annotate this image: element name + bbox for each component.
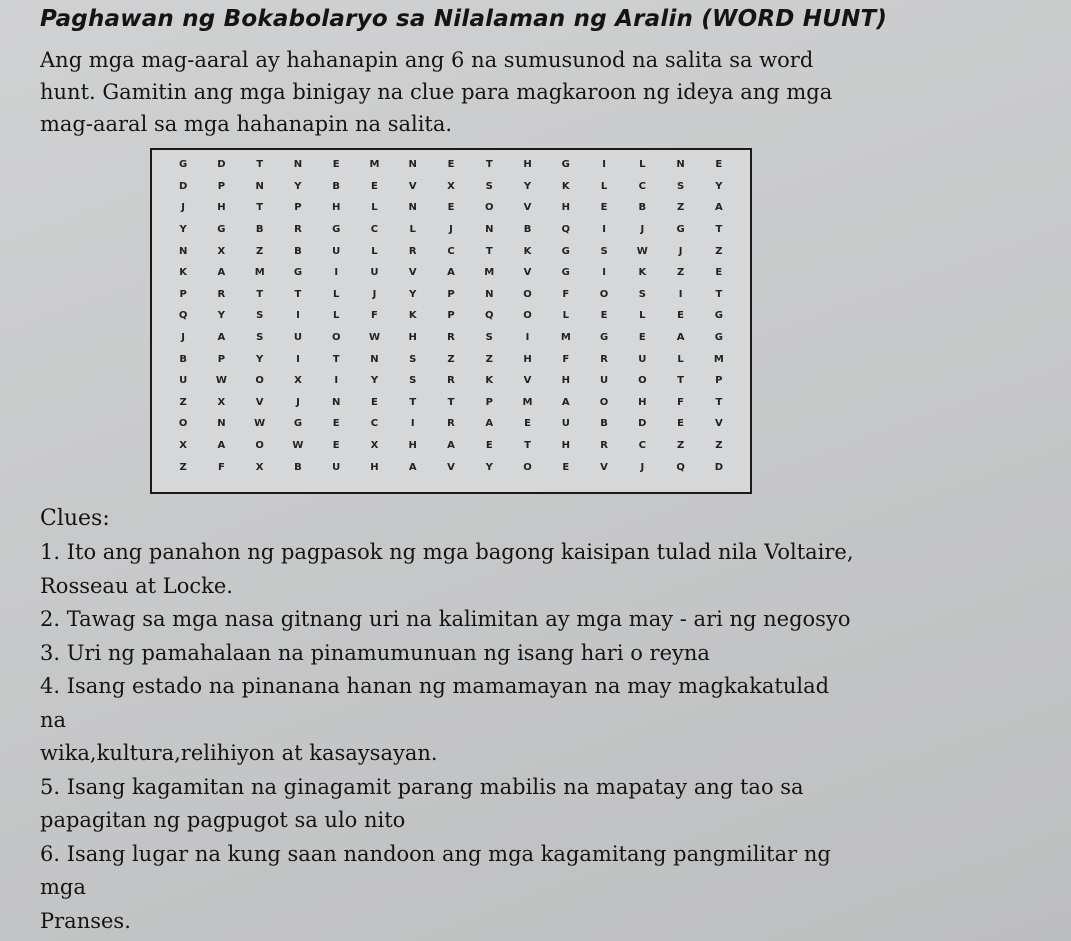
grid-letter-cell[interactable]: B (638, 202, 647, 214)
clue-list (40, 536, 1060, 938)
grid-letter-cell[interactable]: E (638, 332, 646, 344)
grid-letter-cell[interactable]: T (256, 159, 264, 171)
grid-letter-cell[interactable]: H (370, 461, 379, 473)
grid-letter-cell[interactable]: H (332, 202, 341, 214)
grid-letter-cell[interactable]: N (293, 159, 303, 171)
grid-letter-cell[interactable]: Y (256, 353, 264, 365)
grid-letter-cell[interactable]: R (447, 375, 455, 387)
grid-letter-cell[interactable]: I (602, 267, 606, 279)
grid-letter-cell[interactable]: V (255, 396, 264, 408)
grid-letter-cell[interactable]: Z (179, 461, 187, 473)
clue-line: wika,kultura,relihiyon at kasaysayan. (40, 741, 438, 765)
grid-letter-cell[interactable]: M (369, 159, 380, 171)
grid-letter-cell[interactable]: H (638, 396, 647, 408)
grid-letter-cell[interactable]: E (715, 267, 723, 279)
grid-letter-cell[interactable]: R (217, 288, 226, 300)
grid-letter-cell[interactable]: E (600, 202, 608, 214)
grid-letter-cell[interactable]: S (485, 332, 493, 344)
grid-letter-cell[interactable]: G (676, 224, 685, 236)
grid-letter-cell[interactable]: Y (409, 288, 417, 300)
grid-letter-cell[interactable]: A (217, 332, 226, 344)
clues-heading: Clues: (40, 506, 110, 531)
grid-letter-cell[interactable]: P (179, 288, 187, 300)
grid-letter-cell[interactable]: E (677, 418, 684, 430)
grid-letter-cell[interactable]: S (256, 332, 264, 344)
grid-letter-cell[interactable]: M (254, 267, 265, 279)
grid-letter-cell[interactable]: M (560, 332, 571, 344)
grid-letter-cell[interactable]: I (334, 267, 339, 279)
clue-line: Pranses. (40, 908, 131, 933)
grid-letter-cell[interactable]: O (331, 332, 341, 344)
grid-letter-cell[interactable]: A (676, 332, 685, 344)
grid-letter-cell[interactable]: I (296, 353, 300, 365)
grid-letter-cell[interactable]: J (181, 332, 185, 344)
grid-letter-cell[interactable]: X (217, 396, 226, 408)
grid-letter-cell[interactable]: V (408, 180, 417, 192)
grid-letter-cell[interactable]: Y (294, 180, 302, 192)
grid-letter-cell[interactable]: Z (676, 267, 685, 279)
grid-letter-cell[interactable]: V (600, 461, 608, 473)
grid-letter-cell[interactable]: F (562, 353, 570, 365)
grid-letter-cell[interactable]: E (371, 180, 378, 192)
grid-letter-cell[interactable]: Q (485, 310, 494, 322)
grid-letter-cell[interactable]: A (408, 461, 417, 473)
grid-letter-cell[interactable]: O (523, 461, 532, 473)
grid-letter-cell[interactable]: R (447, 332, 455, 344)
grid-letter-cell[interactable]: P (217, 353, 226, 365)
grid-letter-cell[interactable]: E (485, 440, 493, 452)
grid-letter-cell[interactable]: T (485, 159, 493, 171)
grid-letter-cell[interactable]: E (332, 440, 340, 452)
grid-letter-cell[interactable]: N (485, 224, 494, 236)
word-hunt-grid (164, 154, 738, 478)
grid-letter-cell[interactable]: C (370, 418, 379, 430)
instructions-line: Ang mga mag-aaral ay hahanapin ang 6 na sumusunod na salita sa word (40, 48, 814, 72)
grid-letter-cell[interactable]: S (485, 180, 493, 192)
grid-letter-cell[interactable]: U (179, 375, 188, 387)
grid-letter-cell[interactable]: B (179, 353, 187, 365)
grid-letter-cell[interactable]: U (332, 461, 341, 473)
grid-letter-cell[interactable]: H (523, 159, 532, 171)
grid-letter-cell[interactable]: I (602, 159, 606, 171)
grid-letter-cell[interactable]: A (217, 440, 226, 452)
grid-letter-cell[interactable]: L (409, 224, 416, 236)
grid-letter-cell[interactable]: T (715, 288, 723, 300)
grid-letter-cell[interactable]: P (715, 375, 723, 387)
grid-letter-cell[interactable]: J (640, 224, 645, 236)
grid-letter-cell[interactable]: H (408, 332, 417, 344)
grid-letter-cell[interactable]: K (408, 310, 417, 322)
grid-letter-cell[interactable]: W (368, 332, 380, 344)
grid-letter-cell[interactable]: T (715, 396, 723, 408)
grid-letter-cell[interactable]: L (371, 245, 378, 257)
grid-letter-cell[interactable]: T (256, 288, 264, 300)
clue-line: 6. Isang lugar na kung saan nandoon ang mga kagamitang pangmilitar ng (40, 841, 831, 866)
grid-letter-cell[interactable]: C (447, 245, 455, 257)
grid-letter-cell[interactable]: E (371, 396, 378, 408)
grid-letter-cell[interactable]: J (449, 224, 453, 236)
grid-letter-cell[interactable]: G (332, 224, 341, 236)
grid-letter-cell[interactable]: W (254, 418, 266, 430)
grid-letter-cell[interactable]: W (292, 440, 304, 452)
grid-letter-cell[interactable]: G (714, 332, 723, 344)
grid-letter-cell[interactable]: A (485, 418, 494, 430)
grid-letter-cell[interactable]: K (638, 267, 647, 279)
grid-letter-cell[interactable]: L (333, 310, 340, 322)
grid-letter-cell[interactable]: N (408, 159, 417, 171)
grid-letter-cell[interactable]: U (638, 353, 647, 365)
grid-letter-cell[interactable]: O (523, 288, 532, 300)
grid-letter-cell[interactable]: Z (715, 440, 723, 452)
grid-letter-cell[interactable]: S (409, 353, 417, 365)
grid-letter-cell[interactable]: U (599, 375, 609, 387)
grid-letter-cell[interactable]: D (178, 180, 188, 192)
grid-letter-cell[interactable]: Y (523, 180, 532, 192)
grid-letter-cell[interactable]: O (523, 310, 532, 322)
grid-letter-cell[interactable]: J (678, 245, 683, 257)
grid-letter-cell[interactable]: V (523, 375, 532, 387)
grid-letter-cell[interactable]: P (447, 288, 455, 300)
grid-letter-cell[interactable]: E (332, 418, 340, 430)
grid-letter-cell[interactable]: Z (676, 440, 685, 452)
grid-letter-cell[interactable]: I (602, 224, 606, 236)
grid-letter-cell[interactable]: L (562, 310, 569, 322)
instructions-line: hunt. Gamitin ang mga binigay na clue para magkaroon ng ideya ang mga (40, 80, 833, 104)
grid-letter-cell[interactable]: V (408, 267, 417, 279)
grid-letter-cell[interactable]: N (485, 288, 494, 300)
grid-letter-cell[interactable]: L (600, 180, 608, 192)
grid-letter-cell[interactable]: T (294, 288, 302, 300)
grid-letter-cell[interactable]: K (179, 267, 187, 279)
grid-letter-cell[interactable]: E (562, 461, 570, 473)
grid-letter-cell[interactable]: D (638, 418, 647, 430)
grid-letter-cell[interactable]: E (677, 310, 684, 322)
grid-letter-cell[interactable]: B (523, 224, 532, 236)
clue-line: na (40, 707, 67, 732)
grid-letter-cell[interactable]: R (447, 418, 455, 430)
grid-letter-cell[interactable]: M (522, 396, 533, 408)
instructions-line: mag-aaral sa mga hahanapin na salita. (40, 112, 453, 136)
clue-line: 3. Uri ng pamahalaan na pinamumunuan ng isang hari o reyna (40, 640, 710, 665)
grid-letter-cell[interactable]: E (715, 159, 723, 171)
grid-letter-cell[interactable]: H (561, 375, 570, 387)
grid-letter-cell[interactable]: S (409, 375, 417, 387)
grid-letter-cell[interactable]: O (255, 440, 264, 452)
grid-letter-cell[interactable]: T (677, 375, 684, 387)
grid-letter-cell[interactable]: G (179, 159, 188, 171)
grid-letter-cell[interactable]: J (296, 396, 300, 408)
grid-letter-cell[interactable]: P (447, 310, 455, 322)
grid-letter-cell[interactable]: I (296, 310, 300, 322)
grid-letter-cell[interactable]: H (408, 440, 417, 452)
grid-letter-cell[interactable]: C (638, 440, 646, 452)
grid-letter-cell[interactable]: J (640, 461, 645, 473)
grid-letter-cell[interactable]: F (677, 396, 684, 408)
grid-letter-cell[interactable]: Q (178, 310, 188, 322)
grid-letter-cell[interactable]: Y (179, 224, 187, 236)
grid-letter-cell[interactable]: O (178, 418, 188, 430)
grid-letter-cell[interactable]: Y (370, 375, 379, 387)
grid-letter-cell[interactable]: B (294, 245, 302, 257)
grid-letter-cell[interactable]: J (181, 202, 185, 214)
grid-letter-cell[interactable]: G (714, 310, 723, 322)
clue-line: 4. Isang estado na pinanana hanan ng mamamayan na may magkakatulad (40, 674, 830, 698)
grid-letter-cell[interactable]: Q (676, 461, 685, 473)
grid-letter-cell[interactable]: K (485, 375, 494, 387)
grid-letter-cell[interactable]: G (293, 418, 303, 430)
grid-letter-cell[interactable]: C (638, 180, 646, 192)
grid-letter-cell[interactable]: T (409, 396, 417, 408)
grid-letter-cell[interactable]: Y (715, 180, 723, 192)
grid-letter-cell[interactable]: B (600, 418, 608, 430)
grid-letter-cell[interactable]: L (371, 202, 378, 214)
grid-letter-cell[interactable]: V (523, 202, 532, 214)
grid-letter-cell[interactable]: R (294, 224, 302, 236)
grid-letter-cell[interactable]: U (332, 245, 341, 257)
worksheet-title: Paghawan ng Bokabolaryo sa Nilalaman ng Aralin (WORD HUNT) (40, 6, 888, 32)
grid-letter-cell[interactable]: I (410, 418, 415, 430)
grid-letter-cell[interactable]: V (714, 418, 723, 430)
grid-letter-cell[interactable]: R (600, 440, 608, 452)
grid-letter-cell[interactable]: T (485, 245, 493, 257)
grid-letter-cell[interactable]: E (447, 202, 455, 214)
grid-letter-cell[interactable]: T (256, 202, 264, 214)
grid-letter-cell[interactable]: S (676, 180, 685, 192)
grid-letter-cell[interactable]: L (677, 353, 684, 365)
clue-line: 5. Isang kagamitan na ginagamit parang mabilis na mapatay ang tao sa (40, 774, 804, 799)
grid-letter-cell[interactable]: Z (179, 396, 187, 408)
grid-letter-cell[interactable]: A (447, 440, 455, 452)
word-hunt-box (150, 148, 752, 494)
grid-letter-cell[interactable]: J (372, 288, 377, 300)
grid-letter-cell[interactable]: A (561, 396, 570, 408)
instructions-paragraph (40, 44, 1050, 140)
grid-letter-cell[interactable]: T (715, 224, 723, 236)
grid-letter-cell[interactable]: O (638, 375, 647, 387)
grid-letter-cell[interactable]: M (713, 353, 724, 365)
grid-letter-cell[interactable]: F (217, 461, 225, 473)
grid-letter-cell[interactable]: B (294, 461, 302, 473)
grid-letter-cell[interactable]: G (217, 224, 226, 236)
grid-letter-cell[interactable]: G (561, 159, 570, 171)
grid-letter-cell[interactable]: O (599, 288, 609, 300)
grid-letter-cell[interactable]: G (599, 332, 609, 344)
grid-letter-cell[interactable]: T (524, 440, 531, 452)
grid-letter-cell[interactable]: D (714, 461, 723, 473)
grid-letter-cell[interactable]: N (217, 418, 226, 430)
grid-letter-cell[interactable]: H (561, 440, 570, 452)
grid-letter-cell[interactable]: N (332, 396, 341, 408)
clue-line: Rosseau at Locke. (40, 573, 233, 598)
grid-letter-cell[interactable]: T (447, 396, 455, 408)
clue-line: 1. Ito ang panahon ng pagpasok ng mga bagong kaisipan tulad nila Voltaire, (40, 540, 854, 564)
grid-letter-cell[interactable]: Y (217, 310, 226, 322)
grid-letter-cell[interactable]: X (179, 440, 187, 452)
grid-letter-cell[interactable]: X (217, 245, 226, 257)
grid-letter-cell[interactable]: U (561, 418, 570, 430)
grid-letter-cell[interactable]: S (600, 245, 608, 257)
clue-line: papagitan ng pagpugot sa ulo nito (40, 808, 406, 832)
grid-letter-cell[interactable]: P (217, 180, 226, 192)
grid-letter-cell[interactable]: V (523, 267, 532, 279)
grid-letter-cell[interactable]: B (255, 224, 264, 236)
grid-letter-cell[interactable]: E (600, 310, 608, 322)
grid-letter-cell[interactable]: H (523, 353, 532, 365)
grid-letter-cell[interactable]: P (485, 396, 493, 408)
grid-letter-cell[interactable]: U (293, 332, 302, 344)
grid-letter-cell[interactable]: R (600, 353, 608, 365)
grid-letter-cell[interactable]: E (447, 159, 455, 171)
grid-letter-cell[interactable]: C (370, 224, 379, 236)
grid-letter-cell[interactable]: L (333, 288, 340, 300)
grid-letter-cell[interactable]: U (370, 267, 379, 279)
grid-letter-cell[interactable]: G (293, 267, 303, 279)
grid-letter-cell[interactable]: Z (447, 353, 455, 365)
grid-letter-cell[interactable]: O (255, 375, 264, 387)
grid-letter-cell[interactable]: O (599, 396, 609, 408)
grid-letter-cell[interactable]: Y (485, 461, 493, 473)
grid-letter-cell[interactable]: R (408, 245, 417, 257)
grid-letter-cell[interactable]: N (178, 245, 188, 257)
grid-letter-cell[interactable]: X (255, 461, 264, 473)
grid-letter-cell[interactable]: O (485, 202, 494, 214)
grid-letter-cell[interactable]: I (678, 288, 683, 300)
grid-letter-cell[interactable]: Z (256, 245, 264, 257)
clue-line: mga (40, 875, 86, 899)
grid-letter-cell[interactable]: N (255, 180, 264, 192)
grid-letter-cell[interactable]: M (484, 267, 495, 279)
grid-letter-cell[interactable]: A (217, 267, 226, 279)
grid-letter-cell[interactable]: L (639, 310, 646, 322)
grid-letter-cell[interactable]: E (332, 159, 340, 171)
grid-letter-cell[interactable]: I (525, 332, 530, 344)
grid-letter-cell[interactable]: Z (485, 353, 493, 365)
grid-letter-cell[interactable]: H (217, 202, 226, 214)
grid-letter-cell[interactable]: N (676, 159, 685, 171)
grid-letter-cell[interactable]: K (561, 180, 570, 192)
grid-letter-cell[interactable]: H (561, 202, 570, 214)
grid-letter-cell[interactable]: B (332, 180, 340, 192)
grid-letter-cell[interactable]: N (408, 202, 417, 214)
grid-letter-cell[interactable]: I (334, 375, 339, 387)
grid-letter-cell[interactable]: A (447, 267, 455, 279)
clue-line: 2. Tawag sa mga nasa gitnang uri na kalimitan ay mga may - ari ng negosyo (40, 607, 851, 631)
grid-letter-cell[interactable]: V (447, 461, 455, 473)
grid-letter-cell[interactable]: G (561, 267, 570, 279)
grid-letter-cell[interactable]: T (332, 353, 340, 365)
grid-letter-cell[interactable]: L (639, 159, 646, 171)
grid-letter-cell[interactable]: G (561, 245, 570, 257)
grid-letter-cell[interactable]: X (370, 440, 379, 452)
grid-letter-cell[interactable]: K (523, 245, 532, 257)
grid-letter-cell[interactable]: W (215, 375, 227, 387)
grid-letter-cell[interactable]: F (562, 288, 570, 300)
grid-letter-cell[interactable]: Q (561, 224, 571, 236)
grid-letter-cell[interactable]: Z (676, 202, 685, 214)
grid-letter-cell[interactable]: E (524, 418, 531, 430)
grid-letter-cell[interactable]: X (294, 375, 302, 387)
grid-letter-cell[interactable]: X (447, 180, 455, 192)
grid-letter-cell[interactable]: N (370, 353, 379, 365)
grid-letter-cell[interactable]: A (714, 202, 723, 214)
grid-letter-cell[interactable]: D (217, 159, 226, 171)
grid-letter-cell[interactable]: S (256, 310, 264, 322)
grid-letter-cell[interactable]: W (636, 245, 648, 257)
grid-letter-cell[interactable]: S (638, 288, 646, 300)
grid-letter-cell[interactable]: Z (715, 245, 723, 257)
grid-letter-cell[interactable]: P (294, 202, 302, 214)
grid-letter-cell[interactable]: F (371, 310, 378, 322)
